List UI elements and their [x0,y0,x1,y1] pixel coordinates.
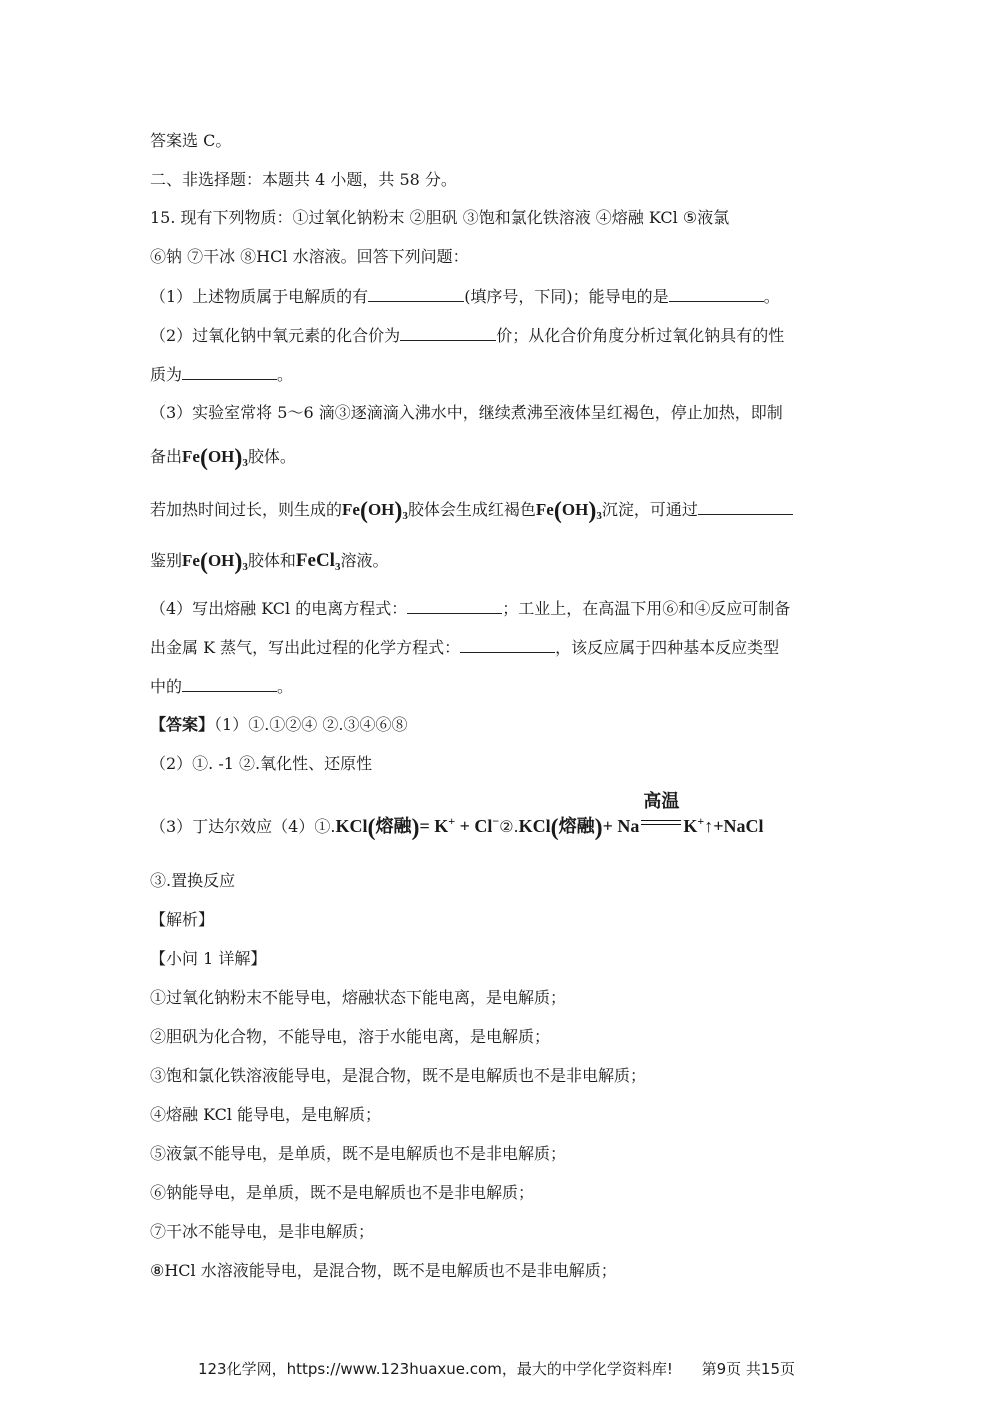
text: 。 [277,365,294,384]
text: （4）写出熔融 KCl 的电离方程式： [150,599,408,618]
formula-part: Fe [342,500,360,519]
superscript: + [697,814,705,828]
eq-part: +NaCl [713,816,764,836]
eq-part: K [683,816,698,836]
superscript: − [492,814,500,828]
answer-section-4-3: ③.置换反应 [150,871,236,890]
eq-part: 熔融 [558,816,595,836]
formula-part: OH [561,500,589,519]
footer-site: 123化学网，https://www.123huaxue.com，最大的中学化学资料库! [197,1360,673,1378]
answer-section-2: （2）①. -1 ②.氧化性、还原性 [150,754,373,773]
answer-line: 答案选 C。 [150,131,232,150]
eq-part: = K [419,816,449,836]
paren: ( [553,498,562,524]
answer-blank [460,636,555,653]
eq-part: + Na [602,816,640,836]
text: 胶体。 [247,447,296,466]
paren: ) [234,549,243,575]
analysis-line: ②胆矾为化合物，不能导电，溶于水能电离，是电解质； [150,1027,551,1046]
reaction-condition [641,791,681,832]
text: 若加热时间过长，则生成的 [150,500,343,519]
equals-line [641,824,681,825]
superscript: + [448,814,456,828]
answer-blank [182,363,277,380]
question-part-3-line2 [150,498,793,527]
analysis-heading: 【解析】 [150,910,215,929]
question-part-4-cont [150,636,779,659]
formula-part: OH [207,551,235,570]
analysis-line: ⑤液氯不能导电，是单质，既不是电解质也不是非电解质； [150,1144,567,1163]
text: ；工业上，在高温下用⑥和④反应可制备 [502,599,791,618]
analysis-line: ⑥钠能导电，是单质，既不是电解质也不是非电解质； [150,1183,535,1202]
section-heading: 二、非选择题：本题共 4 小题，共 58 分。 [150,170,457,189]
formula-fecl3 [296,550,341,571]
answer-section-1 [150,714,407,736]
analysis-line: ⑧HCl 水溶液能导电，是混合物，既不是电解质也不是非电解质； [150,1261,617,1280]
eq-part: KCl [518,816,551,836]
page-footer [0,1358,993,1379]
answer-blank [182,675,277,692]
text: 溶液。 [340,551,389,570]
paren: ( [199,549,208,575]
answer-blank [698,498,793,515]
text: ②. [499,817,519,836]
reaction-equation [518,791,764,841]
answer-section-3-4 [150,791,764,841]
paren: ) [411,815,420,841]
text: 价；从化合价角度分析过氧化钠具有的性 [496,326,785,345]
question-15-stem-cont: ⑥钠 ⑦干冰 ⑧HCl 水溶液。回答下列问题： [150,247,469,266]
analysis-line: ①过氧化钠粉末不能导电，熔融状态下能电离，是电解质； [150,988,567,1007]
footer-page-number: 第9页 共15页 [701,1360,796,1378]
formula-fe-oh-3 [182,549,248,575]
sub-question-heading: 【小问 1 详解】 [150,949,267,968]
paren: ) [234,445,243,471]
question-part-3-cont [150,446,296,474]
text: 质为 [150,365,183,384]
question-15-stem: 15. 现有下列物质：①过氧化钠粉末 ②胆矾 ③饱和氯化铁溶液 ④熔融 KCl ⑤液氯 [150,208,730,227]
paren: ( [550,815,559,841]
paren: ( [199,445,208,471]
answer-blank [407,597,502,614]
subscript: 3 [402,510,408,522]
question-part-2 [150,324,784,347]
ionization-equation [335,814,500,841]
text: （1）①.①②④ ②.③④⑥⑧ [214,715,408,734]
analysis-line: ⑦干冰不能导电，是非电解质； [150,1222,375,1241]
formula-part: Fe [182,447,200,466]
formula-fe-oh-3 [182,445,248,471]
question-part-4-cont2 [150,675,293,698]
text: ，该反应属于四种基本反应类型 [555,638,780,657]
text: 胶体和 [247,551,296,570]
question-part-3-line3 [150,550,388,578]
question-part-2-cont [150,363,293,386]
text: 沉淀，可通过 [601,500,698,519]
formula-fe-oh-3 [342,498,408,524]
formula-fe-oh-3 [535,498,602,524]
text: （3）丁达尔效应（4）①. [150,817,336,836]
text: 鉴别 [150,551,183,570]
text: （1）上述物质属于电解质的有 [150,287,369,306]
paren: ( [359,498,368,524]
analysis-line: ④熔融 KCl 能导电，是电解质； [150,1105,382,1124]
subscript: 3 [242,457,248,469]
text: 出金属 K 蒸气，写出此过程的化学方程式： [150,638,461,657]
paren: ) [588,498,597,524]
eq-part: + Cl [455,816,493,836]
question-part-3: （3）实验室常将 5～6 滴③逐滴滴入沸水中，继续煮沸至液体呈红褐色，停止加热，即制 [150,403,783,422]
text: 。 [763,287,780,306]
analysis-line: ③饱和氯化铁溶液能导电，是混合物，既不是电解质也不是非电解质； [150,1066,647,1085]
eq-part: KCl [335,816,368,836]
subscript: 3 [596,510,602,522]
question-part-1 [150,285,780,308]
condition-label: 高温 [643,791,680,811]
formula-part: OH [207,447,235,466]
answer-blank [400,324,496,341]
answer-label: 【答案】 [150,715,215,734]
question-part-4 [150,597,790,620]
subscript: 3 [242,561,248,573]
equals-line [641,820,681,821]
formula-part: FeCl [295,550,335,571]
formula-part: Fe [535,500,554,519]
paren: ( [367,815,376,841]
up-arrow-icon: ↑ [704,816,714,836]
text: 中的 [150,677,183,696]
text: (填序号，下同)；能导电的是 [464,287,669,306]
paren: ) [394,498,403,524]
text: 备出 [150,447,183,466]
text: 胶体会生成红褐色 [407,500,536,519]
eq-part: 熔融 [375,816,412,836]
answer-blank [368,285,464,302]
formula-part: OH [367,500,395,519]
formula-part: Fe [182,551,200,570]
text: 。 [277,677,294,696]
paren: ) [594,815,603,841]
subscript: 3 [334,561,341,573]
text: （2）过氧化钠中氧元素的化合价为 [150,326,401,345]
answer-blank [669,285,764,302]
